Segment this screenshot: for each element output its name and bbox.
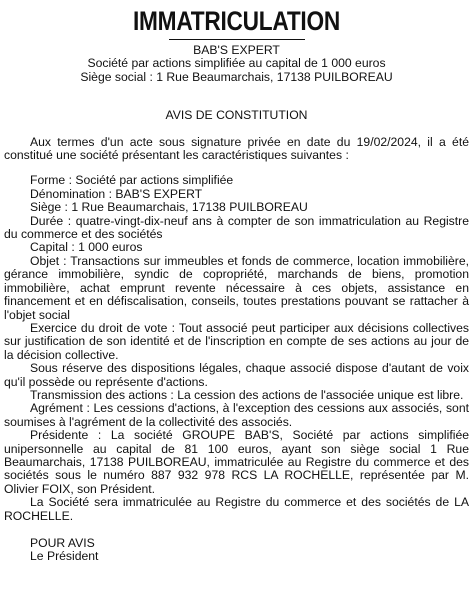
legal-notice (0, 6, 473, 607)
company-form: Société par actions simplifiée au capital de 1 000 euros (87, 56, 386, 71)
field-capital: Capital : 1 000 euros (30, 240, 143, 255)
closing-block (4, 537, 469, 564)
heading-divider (169, 39, 305, 40)
company-seat: Siège social : 1 Rue Beaumarchais, 17138 PUILBOREAU (80, 69, 393, 84)
field-presidente: Présidente : La société GROUPE BAB'S, Société par actions simplifiée unipersonnelle au capital de 81 100 euros, ayant son siège social 1 Rue Beaumarchais, 17138 PUILBOREAU, immatriculée au Registre du commerce et des sociétés sous le numéro 887 932 978 RCS LA ROCHELLE, représentée par M. Olivier FOIX, son Président. (4, 428, 469, 496)
company-header (4, 44, 469, 84)
intro-paragraph: Aux termes d'un acte sous signature privée en date du 19/02/2024, il a été constitué une société présentant les caractéristiques suivantes : (4, 134, 469, 163)
field-forme: Forme : Société par actions simplifiée (30, 173, 234, 188)
pour-avis: POUR AVIS (30, 536, 95, 550)
field-siege: Siège : 1 Rue Beaumarchais, 17138 PUILBOREAU (30, 200, 308, 215)
notice-heading: IMMATRICULATION (132, 6, 341, 36)
field-duree: Durée : quatre-vingt-dix-neuf ans à compter de son immatriculation au Registre du commerce et des sociétés (4, 213, 469, 242)
notice-body (4, 123, 469, 523)
field-denomination: Dénomination : BAB'S EXPERT (30, 186, 203, 201)
field-objet: Objet : Transactions sur immeubles et fonds de commerce, location immobilière, gérance immobilière, syndic de copropriété, marchands de biens, promotion immobilière, achat emprunt revente nécessaire à ces objets, assistance en financement et en défiscalisation, conseils, toutes prestations pouvant se rattacher à l'objet social (4, 253, 469, 322)
notice-title: AVIS DE CONSTITUTION (165, 108, 308, 123)
signatory: Le Président (30, 549, 99, 564)
field-agrement: Agrément : Les cessions d'actions, à l'exception des cessions aux associés, sont soumises à l'agrément de la collectivité des associés. (4, 401, 469, 429)
field-vote: Exercice du droit de vote : Tout associé peut participer aux décisions collectives sur justification de son identité et de l'inscription en compte de ses actions au jour de la décision collective. (4, 320, 469, 362)
field-transmission: Transmission des actions : La cession des actions de l'associée unique est libre. (30, 387, 464, 402)
company-name: BAB'S EXPERT (193, 43, 280, 57)
field-reserve: Sous réserve des dispositions légales, chaque associé dispose d'autant de voix qu'il possède ou représente d'actions. (4, 361, 469, 389)
registration-paragraph: La Société sera immatriculée au Registre du commerce et des sociétés de LA ROCHELLE. (4, 495, 469, 523)
